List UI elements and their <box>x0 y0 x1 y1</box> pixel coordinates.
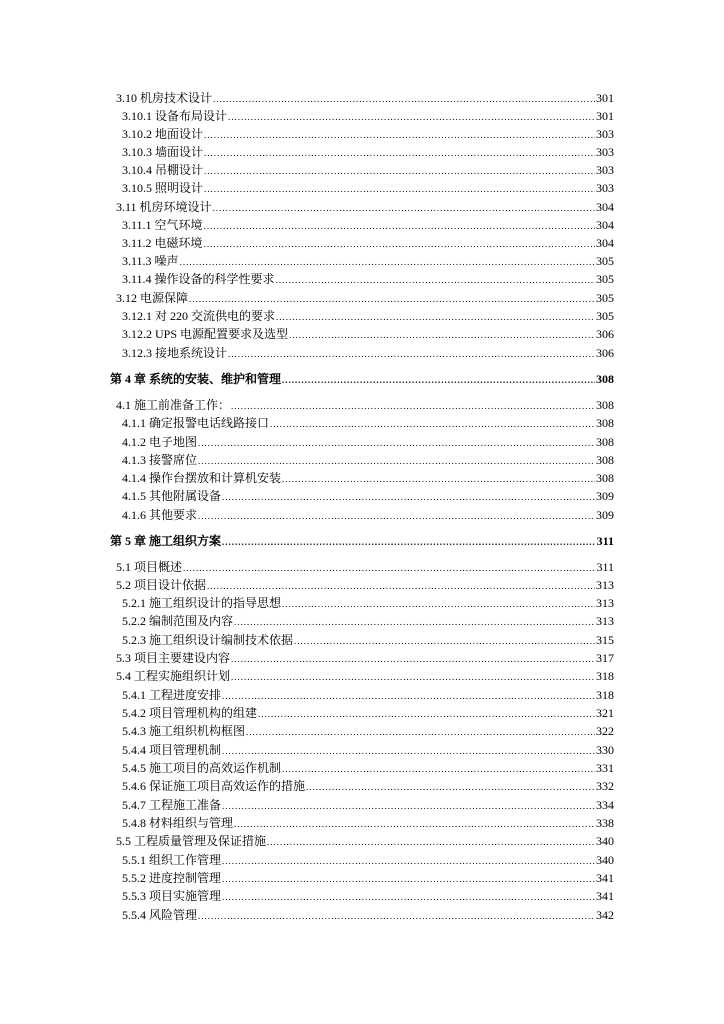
toc-entry[interactable] <box>122 612 614 630</box>
toc-dot-leader <box>231 668 595 686</box>
toc-dot-leader <box>222 870 595 888</box>
toc-page-number: 332 <box>596 779 614 793</box>
toc-page-number: 305 <box>596 254 614 268</box>
toc-page-number: 340 <box>596 834 614 848</box>
toc-page-number: 342 <box>596 908 614 922</box>
toc-entry[interactable] <box>116 667 614 685</box>
toc-page-number: 311 <box>596 534 614 548</box>
toc-dot-leader <box>234 613 595 631</box>
toc-entry-label: 5.4.5 施工项目的高效运作机制 <box>122 761 282 775</box>
toc-entry[interactable] <box>122 161 614 179</box>
toc-page-number: 311 <box>596 560 614 574</box>
toc-page-number: 313 <box>596 596 614 610</box>
toc-entry[interactable] <box>116 89 614 107</box>
toc-entry-label: 5.4.2 项目管理机构的组建 <box>122 706 258 720</box>
toc-entry-label: 4.1.3 接警席位 <box>122 453 198 467</box>
toc-page-number: 303 <box>596 127 614 141</box>
toc-entry-label: 5.4.3 施工组织机构框图 <box>122 724 246 738</box>
toc-entry[interactable] <box>122 887 614 905</box>
toc-dot-leader <box>198 452 595 470</box>
toc-dot-leader <box>204 144 595 162</box>
toc-entry-label: 5.4.1 工程进度安排 <box>122 688 222 702</box>
toc-dot-leader <box>282 760 595 778</box>
toc-entry[interactable] <box>122 722 614 740</box>
toc-entry-label: 5.2.1 施工组织设计的指导思想 <box>122 596 282 610</box>
toc-page-number: 315 <box>596 633 614 647</box>
toc-entry[interactable] <box>122 179 614 197</box>
toc-entry-label: 5.5.4 风险管理 <box>122 908 198 922</box>
toc-page-number: 313 <box>596 614 614 628</box>
toc-entry[interactable] <box>122 796 614 814</box>
toc-dot-leader <box>222 533 596 551</box>
toc-entry[interactable] <box>122 307 614 325</box>
toc-page-number: 304 <box>596 236 614 250</box>
toc-entry[interactable] <box>116 558 614 576</box>
toc-dot-leader <box>204 180 595 198</box>
toc-entry-label: 4.1.2 电子地图 <box>122 435 198 449</box>
toc-entry-label: 3.12.3 接地系统设计 <box>122 346 228 360</box>
toc-dot-leader <box>289 326 595 344</box>
toc-entry-label: 3.10.5 照明设计 <box>122 181 204 195</box>
toc-dot-leader <box>294 632 595 650</box>
toc-dot-leader <box>282 470 595 488</box>
toc-page-number: 306 <box>596 327 614 341</box>
toc-chapter-entry[interactable] <box>110 370 614 388</box>
toc-page-number: 321 <box>596 706 614 720</box>
toc-entry-label: 5.4 工程实施组织计划 <box>116 669 231 683</box>
toc-dot-leader <box>213 90 595 108</box>
toc-entry-label: 4.1.5 其他附属设备 <box>122 489 222 503</box>
toc-dot-leader <box>204 126 595 144</box>
toc-entry[interactable] <box>116 198 614 216</box>
toc-page-number: 304 <box>596 218 614 232</box>
toc-entry-label: 3.11.2 电磁环境 <box>122 236 203 250</box>
toc-dot-leader <box>267 833 595 851</box>
toc-entry[interactable] <box>122 143 614 161</box>
toc-page-number: 301 <box>596 109 614 123</box>
toc-dot-leader <box>228 345 595 363</box>
toc-entry[interactable] <box>122 270 614 288</box>
toc-entry-label: 5.4.8 材料组织与管理 <box>122 816 234 830</box>
toc-dot-leader <box>231 397 595 415</box>
toc-dot-leader <box>234 815 595 833</box>
toc-entry-label: 3.10.1 设备布局设计 <box>122 109 228 123</box>
toc-entry-label: 4.1.1 确定报警电话线路接口 <box>122 416 270 430</box>
toc-entry[interactable] <box>122 414 614 432</box>
toc-dot-leader <box>222 687 595 705</box>
toc-entry-label: 3.10.4 吊棚设计 <box>122 163 204 177</box>
toc-entry-label: 5.5 工程质量管理及保证措施 <box>116 834 267 848</box>
toc-page-number: 308 <box>596 372 614 386</box>
toc-entry[interactable] <box>122 777 614 795</box>
toc-entry-label: 3.11.3 噪声 <box>122 254 179 268</box>
toc-page-number: 304 <box>596 200 614 214</box>
toc-page-number: 318 <box>596 688 614 702</box>
toc-entry-label: 5.4.7 工程施工准备 <box>122 798 222 812</box>
toc-dot-leader <box>222 852 595 870</box>
toc-entry[interactable] <box>122 451 614 469</box>
toc-entry-label: 5.5.3 项目实施管理 <box>122 889 222 903</box>
toc-dot-leader <box>228 108 595 126</box>
toc-entry-label: 3.11.4 操作设备的科学性要求 <box>122 272 275 286</box>
toc-dot-leader <box>222 488 595 506</box>
toc-entry-label: 4.1 施工前准备工作： <box>116 398 231 412</box>
toc-dot-leader <box>207 577 595 595</box>
toc-entry[interactable] <box>122 594 614 612</box>
toc-page-number: 309 <box>596 489 614 503</box>
toc-entry-label: 第 4 章 系统的安装、维护和管理 <box>110 372 282 386</box>
toc-entry-label: 5.5.1 组织工作管理 <box>122 853 222 867</box>
toc-entry-label: 5.4.4 项目管理机制 <box>122 743 222 757</box>
toc-entry-label: 3.10 机房技术设计 <box>116 91 213 105</box>
toc-entry-label: 3.11.1 空气环境 <box>122 218 203 232</box>
toc-dot-leader <box>276 271 595 289</box>
toc-page-number: 301 <box>596 91 614 105</box>
toc-entry[interactable] <box>122 433 614 451</box>
toc-entry[interactable] <box>122 869 614 887</box>
toc-page-number: 341 <box>596 871 614 885</box>
toc-entry[interactable] <box>116 832 614 850</box>
toc-dot-leader <box>258 705 595 723</box>
toc-dot-leader <box>306 778 595 796</box>
toc-page-number: 338 <box>596 816 614 830</box>
toc-dot-leader <box>204 235 595 253</box>
toc-dot-leader <box>282 371 595 389</box>
toc-entry[interactable] <box>122 487 614 505</box>
toc-entry-label: 4.1.4 操作台摆放和计算机安装 <box>122 471 282 485</box>
toc-entry[interactable] <box>122 234 614 252</box>
toc-entry[interactable] <box>116 289 614 307</box>
toc-entry[interactable] <box>122 704 614 722</box>
toc-entry[interactable] <box>122 506 614 524</box>
toc-dot-leader <box>270 415 595 433</box>
toc-page-number: 306 <box>596 346 614 360</box>
toc-page-number: 309 <box>596 508 614 522</box>
toc-dot-leader <box>276 308 595 326</box>
toc-page-number: 318 <box>596 669 614 683</box>
toc-entry-label: 3.10.3 墙面设计 <box>122 145 204 159</box>
toc-entry[interactable] <box>122 906 614 924</box>
toc-entry-label: 3.12.2 UPS 电源配置要求及选型 <box>122 327 289 341</box>
toc-entry-label: 第 5 章 施工组织方案 <box>110 534 222 548</box>
toc-entry[interactable] <box>122 252 614 270</box>
toc-entry-label: 5.4.6 保证施工项目高效运作的措施 <box>122 779 306 793</box>
toc-entry-label: 5.2.2 编制范围及内容 <box>122 614 234 628</box>
toc-entry-label: 3.11 机房环境设计 <box>116 200 212 214</box>
toc-entry-label: 4.1.6 其他要求 <box>122 508 198 522</box>
toc-entry[interactable] <box>122 344 614 362</box>
toc-page-number: 317 <box>596 651 614 665</box>
toc-page-number: 322 <box>596 724 614 738</box>
toc-entry[interactable] <box>122 107 614 125</box>
toc-dot-leader <box>246 723 595 741</box>
toc-dot-leader <box>198 507 595 525</box>
toc-page-number: 330 <box>596 743 614 757</box>
toc-entry[interactable] <box>122 741 614 759</box>
toc-dot-leader <box>204 217 595 235</box>
toc-page-number: 305 <box>596 272 614 286</box>
toc-dot-leader <box>198 907 595 925</box>
toc-page-number: 308 <box>596 435 614 449</box>
toc-page-number: 334 <box>596 798 614 812</box>
toc-entry[interactable] <box>116 649 614 667</box>
toc-dot-leader <box>213 199 595 217</box>
toc-entry[interactable] <box>122 325 614 343</box>
toc-entry[interactable] <box>122 851 614 869</box>
toc-page-number: 341 <box>596 889 614 903</box>
toc-dot-leader <box>282 595 595 613</box>
toc-entry[interactable] <box>122 814 614 832</box>
toc-entry[interactable] <box>116 576 614 594</box>
toc-page-number: 308 <box>596 398 614 412</box>
toc-entry[interactable] <box>122 125 614 143</box>
toc-page-number: 308 <box>596 453 614 467</box>
toc-entry[interactable] <box>122 216 614 234</box>
toc-dot-leader <box>183 559 595 577</box>
toc-page-number: 303 <box>596 181 614 195</box>
toc-entry[interactable] <box>122 759 614 777</box>
toc-dot-leader <box>222 888 595 906</box>
toc-dot-leader <box>198 434 595 452</box>
toc-entry-label: 5.1 项目概述 <box>116 560 183 574</box>
toc-dot-leader <box>189 290 595 308</box>
toc-dot-leader <box>231 650 595 668</box>
toc-page-number: 340 <box>596 853 614 867</box>
toc-page-number: 305 <box>596 309 614 323</box>
toc-page-number: 305 <box>596 291 614 305</box>
toc-entry[interactable] <box>122 686 614 704</box>
toc-entry-label: 5.3 项目主要建设内容 <box>116 651 231 665</box>
toc-page-number: 308 <box>596 471 614 485</box>
toc-entry-label: 3.12 电源保障 <box>116 291 189 305</box>
toc-entry[interactable] <box>122 631 614 649</box>
toc-dot-leader <box>180 253 595 271</box>
toc-entry[interactable] <box>116 396 614 414</box>
toc-page-number: 308 <box>596 416 614 430</box>
toc-dot-leader <box>204 162 595 180</box>
toc-page-number: 303 <box>596 145 614 159</box>
toc-page-number: 303 <box>596 163 614 177</box>
toc-entry-label: 3.10.2 地面设计 <box>122 127 204 141</box>
toc-dot-leader <box>222 797 595 815</box>
toc-chapter-entry[interactable] <box>110 532 614 550</box>
toc-entry-label: 5.2 项目设计依据 <box>116 578 207 592</box>
toc-page-number: 331 <box>596 761 614 775</box>
toc-page-number: 313 <box>596 578 614 592</box>
toc-entry-label: 3.12.1 对 220 交流供电的要求 <box>122 309 276 323</box>
toc-dot-leader <box>222 742 595 760</box>
toc-entry-label: 5.5.2 进度控制管理 <box>122 871 222 885</box>
toc-entry[interactable] <box>122 469 614 487</box>
toc-entry-label: 5.2.3 施工组织设计编制技术依据 <box>122 633 294 647</box>
